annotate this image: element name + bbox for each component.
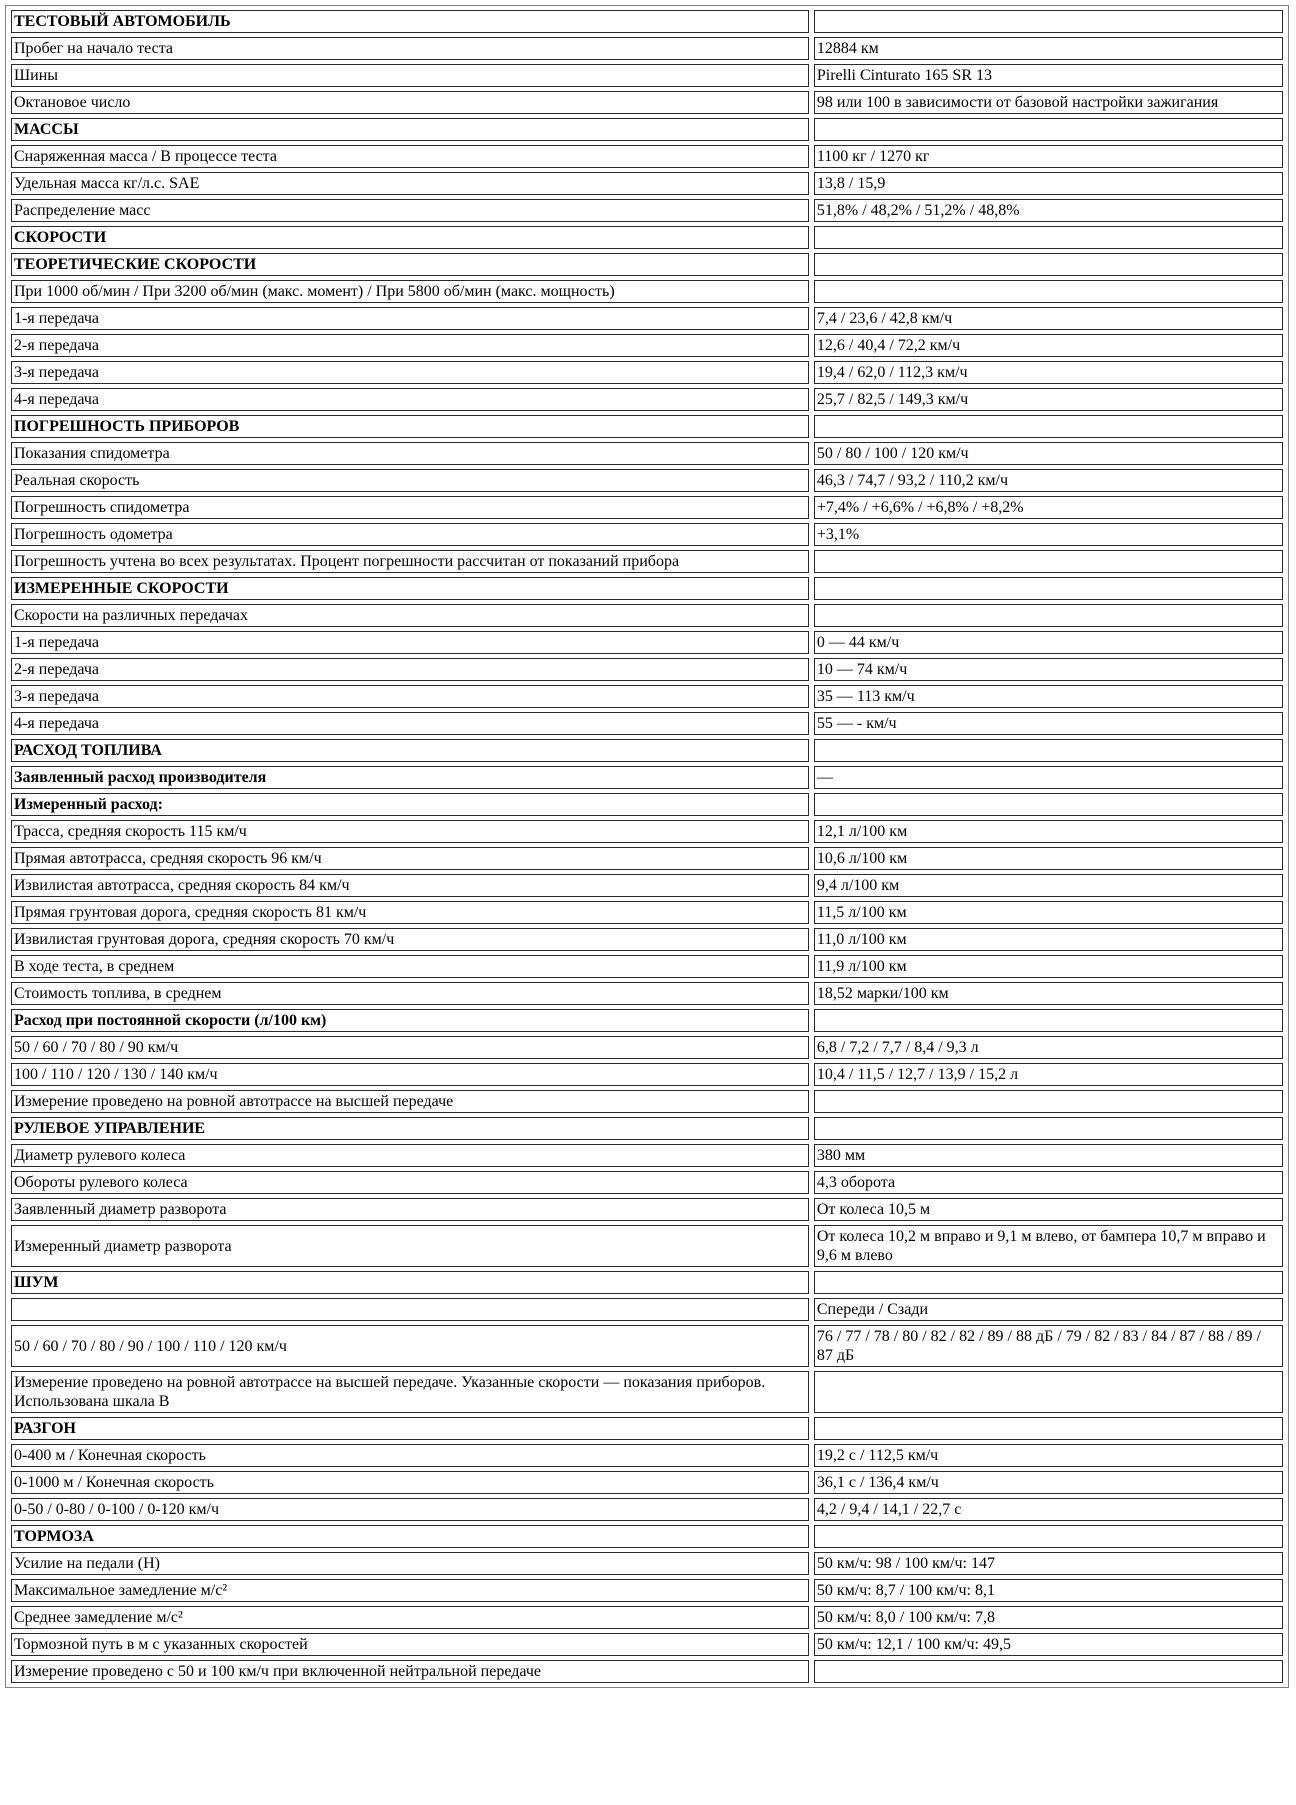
row-label: Снаряженная масса / В процессе теста <box>11 145 809 168</box>
row-label: Извилистая грунтовая дорога, средняя скорость 70 км/ч <box>11 928 809 951</box>
section-heading-row <box>11 739 1283 762</box>
row-label: Максимальное замедление м/с² <box>11 1579 809 1602</box>
spec-table-body <box>11 10 1283 1683</box>
table-row <box>11 145 1283 168</box>
table-row <box>11 1552 1283 1575</box>
section-heading: МАССЫ <box>11 118 809 141</box>
row-value <box>814 415 1283 438</box>
row-value: 4,2 / 9,4 / 14,1 / 22,7 с <box>814 1498 1283 1521</box>
row-value <box>814 577 1283 600</box>
row-label: 3-я передача <box>11 361 809 384</box>
section-heading-row <box>11 577 1283 600</box>
table-row <box>11 793 1283 816</box>
table-row <box>11 712 1283 735</box>
row-label: Распределение масс <box>11 199 809 222</box>
section-heading-row <box>11 253 1283 276</box>
row-label: 2-я передача <box>11 334 809 357</box>
row-value <box>814 118 1283 141</box>
table-row <box>11 1298 1283 1321</box>
table-row <box>11 91 1283 114</box>
row-label: Реальная скорость <box>11 469 809 492</box>
row-label: Заявленный расход производителя <box>11 766 809 789</box>
table-row <box>11 388 1283 411</box>
row-label: Пробег на начало теста <box>11 37 809 60</box>
spec-table-wrapper <box>5 5 1289 1688</box>
row-label: 100 / 110 / 120 / 130 / 140 км/ч <box>11 1063 809 1086</box>
row-label: 0-400 м / Конечная скорость <box>11 1444 809 1467</box>
section-heading-row <box>11 10 1283 33</box>
spec-table <box>5 5 1289 1688</box>
row-value <box>814 604 1283 627</box>
row-label: Тормозной путь в м с указанных скоростей <box>11 1633 809 1656</box>
row-label <box>11 1298 809 1321</box>
row-value: 11,0 л/100 км <box>814 928 1283 951</box>
table-row <box>11 1325 1283 1367</box>
row-value: +3,1% <box>814 523 1283 546</box>
section-heading-row <box>11 1417 1283 1440</box>
table-row <box>11 442 1283 465</box>
row-value: 6,8 / 7,2 / 7,7 / 8,4 / 9,3 л <box>814 1036 1283 1059</box>
table-row <box>11 469 1283 492</box>
section-heading: РАЗГОН <box>11 1417 809 1440</box>
section-heading: ШУМ <box>11 1271 809 1294</box>
section-heading-row <box>11 415 1283 438</box>
row-value <box>814 1417 1283 1440</box>
table-row <box>11 1171 1283 1194</box>
table-row <box>11 1198 1283 1221</box>
row-label: 1-я передача <box>11 631 809 654</box>
row-value <box>814 253 1283 276</box>
row-label: Погрешность спидометра <box>11 496 809 519</box>
section-heading: РАСХОД ТОПЛИВА <box>11 739 809 762</box>
row-value: 19,2 с / 112,5 км/ч <box>814 1444 1283 1467</box>
row-value: 12,1 л/100 км <box>814 820 1283 843</box>
row-value: — <box>814 766 1283 789</box>
section-heading-row <box>11 118 1283 141</box>
table-row <box>11 928 1283 951</box>
row-value <box>814 793 1283 816</box>
table-row <box>11 1444 1283 1467</box>
table-row <box>11 847 1283 870</box>
table-row <box>11 604 1283 627</box>
row-value: 36,1 с / 136,4 км/ч <box>814 1471 1283 1494</box>
table-row <box>11 658 1283 681</box>
row-value: 13,8 / 15,9 <box>814 172 1283 195</box>
row-label: Погрешность учтена во всех результатах. Процент погрешности рассчитан от показаний прибора <box>11 550 809 573</box>
table-row <box>11 1036 1283 1059</box>
row-value: 25,7 / 82,5 / 149,3 км/ч <box>814 388 1283 411</box>
row-value: 50 км/ч: 8,0 / 100 км/ч: 7,8 <box>814 1606 1283 1629</box>
row-value <box>814 550 1283 573</box>
row-label: Погрешность одометра <box>11 523 809 546</box>
row-label: Измеренный расход: <box>11 793 809 816</box>
row-label: Измерение проведено на ровной автотрассе на высшей передаче. Указанные скорости — показания приборов. Использована шкала В <box>11 1371 809 1413</box>
table-row <box>11 550 1283 573</box>
row-label: В ходе теста, в среднем <box>11 955 809 978</box>
table-row <box>11 955 1283 978</box>
row-value: 7,4 / 23,6 / 42,8 км/ч <box>814 307 1283 330</box>
section-heading-row <box>11 1117 1283 1140</box>
row-label: Усилие на педали (Н) <box>11 1552 809 1575</box>
table-row <box>11 982 1283 1005</box>
row-value: 11,5 л/100 км <box>814 901 1283 924</box>
row-value: 35 — 113 км/ч <box>814 685 1283 708</box>
row-label: 50 / 60 / 70 / 80 / 90 км/ч <box>11 1036 809 1059</box>
section-heading-row <box>11 1271 1283 1294</box>
table-row <box>11 631 1283 654</box>
table-row <box>11 1498 1283 1521</box>
row-label: Извилистая автотрасса, средняя скорость 84 км/ч <box>11 874 809 897</box>
row-label: Измерение проведено на ровной автотрассе на высшей передаче <box>11 1090 809 1113</box>
row-label: Измеренный диаметр разворота <box>11 1225 809 1267</box>
table-row <box>11 1371 1283 1413</box>
row-label: Скорости на различных передачах <box>11 604 809 627</box>
row-value: От колеса 10,2 м вправо и 9,1 м влево, от бампера 10,7 м вправо и 9,6 м влево <box>814 1225 1283 1267</box>
table-row <box>11 64 1283 87</box>
row-label: 3-я передача <box>11 685 809 708</box>
table-row <box>11 1063 1283 1086</box>
row-value: 51,8% / 48,2% / 51,2% / 48,8% <box>814 199 1283 222</box>
section-heading-row <box>11 1525 1283 1548</box>
table-row <box>11 307 1283 330</box>
section-heading: ТЕСТОВЫЙ АВТОМОБИЛЬ <box>11 10 809 33</box>
table-row <box>11 820 1283 843</box>
table-row <box>11 1606 1283 1629</box>
row-label: Заявленный диаметр разворота <box>11 1198 809 1221</box>
row-label: Шины <box>11 64 809 87</box>
section-heading: СКОРОСТИ <box>11 226 809 249</box>
row-label: 2-я передача <box>11 658 809 681</box>
row-label: Расход при постоянной скорости (л/100 км) <box>11 1009 809 1032</box>
row-label: Измерение проведено с 50 и 100 км/ч при включенной нейтральной передаче <box>11 1660 809 1683</box>
row-value <box>814 1525 1283 1548</box>
table-row <box>11 766 1283 789</box>
row-value: 12884 км <box>814 37 1283 60</box>
table-row <box>11 172 1283 195</box>
row-label: При 1000 об/мин / При 3200 об/мин (макс. момент) / При 5800 об/мин (макс. мощность) <box>11 280 809 303</box>
table-row <box>11 1471 1283 1494</box>
row-value: 0 — 44 км/ч <box>814 631 1283 654</box>
row-label: Обороты рулевого колеса <box>11 1171 809 1194</box>
row-value <box>814 1371 1283 1413</box>
row-value: Спереди / Сзади <box>814 1298 1283 1321</box>
table-row <box>11 1660 1283 1683</box>
row-value <box>814 1271 1283 1294</box>
table-row <box>11 496 1283 519</box>
row-value <box>814 1117 1283 1140</box>
row-value: 12,6 / 40,4 / 72,2 км/ч <box>814 334 1283 357</box>
row-value: 9,4 л/100 км <box>814 874 1283 897</box>
row-value: +7,4% / +6,6% / +6,8% / +8,2% <box>814 496 1283 519</box>
table-row <box>11 361 1283 384</box>
row-value: От колеса 10,5 м <box>814 1198 1283 1221</box>
row-label: 4-я передача <box>11 388 809 411</box>
table-row <box>11 334 1283 357</box>
table-row <box>11 874 1283 897</box>
row-label: Показания спидометра <box>11 442 809 465</box>
table-row <box>11 523 1283 546</box>
section-heading: ИЗМЕРЕННЫЕ СКОРОСТИ <box>11 577 809 600</box>
row-value: 46,3 / 74,7 / 93,2 / 110,2 км/ч <box>814 469 1283 492</box>
row-label: 4-я передача <box>11 712 809 735</box>
row-value: 4,3 оборота <box>814 1171 1283 1194</box>
row-label: Среднее замедление м/с² <box>11 1606 809 1629</box>
section-heading: ТОРМОЗА <box>11 1525 809 1548</box>
table-row <box>11 901 1283 924</box>
row-value <box>814 10 1283 33</box>
table-row <box>11 1009 1283 1032</box>
row-value <box>814 226 1283 249</box>
row-value: 10 — 74 км/ч <box>814 658 1283 681</box>
table-row <box>11 1579 1283 1602</box>
row-label: 50 / 60 / 70 / 80 / 90 / 100 / 110 / 120 км/ч <box>11 1325 809 1367</box>
row-value <box>814 739 1283 762</box>
section-heading: РУЛЕВОЕ УПРАВЛЕНИЕ <box>11 1117 809 1140</box>
table-row <box>11 37 1283 60</box>
row-value: 10,6 л/100 км <box>814 847 1283 870</box>
row-label: Трасса, средняя скорость 115 км/ч <box>11 820 809 843</box>
table-row <box>11 199 1283 222</box>
section-heading-row <box>11 226 1283 249</box>
row-value: 50 км/ч: 12,1 / 100 км/ч: 49,5 <box>814 1633 1283 1656</box>
table-row <box>11 1225 1283 1267</box>
row-value: 50 / 80 / 100 / 120 км/ч <box>814 442 1283 465</box>
row-value: 50 км/ч: 98 / 100 км/ч: 147 <box>814 1552 1283 1575</box>
row-label: 0-50 / 0-80 / 0-100 / 0-120 км/ч <box>11 1498 809 1521</box>
row-label: Прямая автотрасса, средняя скорость 96 км/ч <box>11 847 809 870</box>
row-label: Прямая грунтовая дорога, средняя скорость 81 км/ч <box>11 901 809 924</box>
row-value: 50 км/ч: 8,7 / 100 км/ч: 8,1 <box>814 1579 1283 1602</box>
row-value <box>814 1009 1283 1032</box>
row-value: 19,4 / 62,0 / 112,3 км/ч <box>814 361 1283 384</box>
table-row <box>11 1633 1283 1656</box>
table-row <box>11 685 1283 708</box>
section-heading: ПОГРЕШНОСТЬ ПРИБОРОВ <box>11 415 809 438</box>
row-value: 55 — - км/ч <box>814 712 1283 735</box>
row-label: 0-1000 м / Конечная скорость <box>11 1471 809 1494</box>
row-value: 10,4 / 11,5 / 12,7 / 13,9 / 15,2 л <box>814 1063 1283 1086</box>
row-value: 11,9 л/100 км <box>814 955 1283 978</box>
table-row <box>11 1090 1283 1113</box>
row-label: Диаметр рулевого колеса <box>11 1144 809 1167</box>
row-label: Октановое число <box>11 91 809 114</box>
row-value: 1100 кг / 1270 кг <box>814 145 1283 168</box>
row-value <box>814 1660 1283 1683</box>
row-label: Стоимость топлива, в среднем <box>11 982 809 1005</box>
row-value: 98 или 100 в зависимости от базовой настройки зажигания <box>814 91 1283 114</box>
table-row <box>11 1144 1283 1167</box>
row-label: 1-я передача <box>11 307 809 330</box>
row-label: Удельная масса кг/л.с. SAE <box>11 172 809 195</box>
row-value: 18,52 марки/100 км <box>814 982 1283 1005</box>
table-row <box>11 280 1283 303</box>
row-value <box>814 280 1283 303</box>
row-value <box>814 1090 1283 1113</box>
row-value: Pirelli Cinturato 165 SR 13 <box>814 64 1283 87</box>
row-value: 380 мм <box>814 1144 1283 1167</box>
section-heading: ТЕОРЕТИЧЕСКИЕ СКОРОСТИ <box>11 253 809 276</box>
row-value: 76 / 77 / 78 / 80 / 82 / 82 / 89 / 88 дБ / 79 / 82 / 83 / 84 / 87 / 88 / 89 / 87 дБ <box>814 1325 1283 1367</box>
